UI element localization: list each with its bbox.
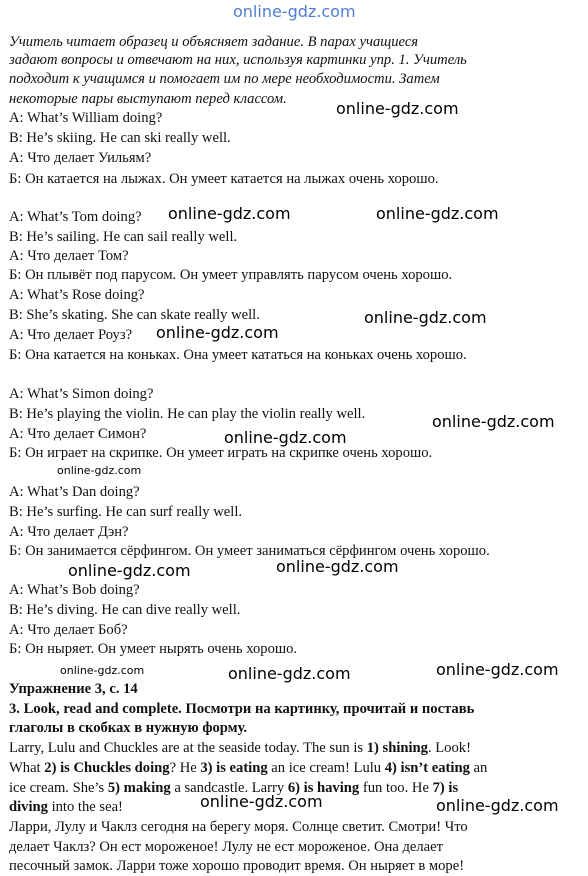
- dialogue-line: Б: Он играет на скрипке. Он умеет играть на скрипке очень хорошо.: [9, 445, 433, 461]
- dialogue-line: А: Что делает Том?: [9, 248, 129, 264]
- dialogue-line: Б: Он занимается сёрфингом. Он умеет заниматься сёрфингом очень хорошо.: [9, 543, 490, 559]
- dialogue-line: A: What’s Rose doing?: [9, 287, 145, 303]
- watermark: online-gdz.com: [68, 561, 191, 580]
- watermark: online-gdz.com: [276, 557, 399, 576]
- dialogue-line: A: What’s Dan doing?: [9, 484, 140, 500]
- dialogue-line: А: Что делает Дэн?: [9, 524, 129, 540]
- watermark: online-gdz.com: [156, 323, 279, 342]
- dialogue-line: B: She’s skating. She can skate really well.: [9, 307, 260, 323]
- watermark: online-gdz.com: [436, 660, 559, 679]
- dialogue-line: A: What’s Bob doing?: [9, 582, 140, 598]
- dialogue-line: A: What’s Tom doing?: [9, 209, 142, 225]
- dialogue-line: А: Что делает Симон?: [9, 426, 147, 442]
- dialogue-line: B: He’s diving. He can dive really well.: [9, 602, 241, 618]
- intro-line-2: задают вопросы и отвечают на них, используя картинки упр. 1. Учитель: [9, 52, 467, 68]
- dialogue-line: B: He’s skiing. He can ski really well.: [9, 130, 231, 146]
- dialogue-line: Б: Он катается на лыжах. Он умеет катается на лыжах очень хорошо.: [9, 171, 439, 187]
- watermark: online-gdz.com: [364, 308, 487, 327]
- answer-line-2: What 2) is Chuckles doing? He 3) is eating an ice cream! Lulu 4) isn’t eating an: [9, 760, 488, 776]
- translation-line-3: песочный замок. Ларри тоже хорошо проводит время. Он ныряет в море!: [9, 858, 465, 874]
- dialogue-line: A: What’s Simon doing?: [9, 386, 154, 402]
- intro-line-3: подходит к учащимся и помогает им по мере необходимости. Затем: [9, 71, 440, 87]
- watermark-small: online-gdz.com: [57, 464, 142, 477]
- dialogue-line: B: He’s sailing. He can sail really well.: [9, 229, 238, 245]
- answer-line-4: diving into the sea!: [9, 799, 123, 815]
- watermark: online-gdz.com: [432, 412, 555, 431]
- watermark: online-gdz.com: [200, 792, 323, 811]
- task-line-1: 3. Look, read and complete. Посмотри на картинку, прочитай и поставь: [9, 701, 475, 717]
- dialogue-line: B: He’s playing the violin. He can play the violin really well.: [9, 406, 366, 422]
- dialogue-line: B: He’s surfing. He can surf really well.: [9, 504, 243, 520]
- intro-line-4: некоторые пары выступают перед классом.: [9, 91, 287, 107]
- watermark: online-gdz.com: [224, 428, 347, 447]
- translation-line-1: Ларри, Лулу и Чаклз сегодня на берегу моря. Солнце светит. Смотри! Что: [9, 819, 468, 835]
- answer-line-3: ice cream. She’s 5) making a sandcastle. Larry 6) is having fun too. He 7) is: [9, 780, 459, 796]
- header-watermark: online-gdz.com: [233, 2, 356, 21]
- dialogue-line: А: Что делает Уильям?: [9, 150, 152, 166]
- translation-line-2: делает Чаклз? Он ест мороженое! Лулу не ест мороженое. Она делает: [9, 839, 444, 855]
- dialogue-line: Б: Она катается на коньках. Она умеет кататься на коньках очень хорошо.: [9, 347, 467, 363]
- task-line-2: глаголы в скобках в нужную форму.: [9, 720, 248, 736]
- dialogue-line: А: Что делает Роуз?: [9, 327, 133, 343]
- watermark-small: online-gdz.com: [60, 664, 145, 677]
- dialogue-line: A: What’s William doing?: [9, 110, 163, 126]
- answer-line-1: Larry, Lulu and Chuckles are at the seaside today. The sun is 1) shining. Look!: [9, 740, 471, 756]
- watermark: online-gdz.com: [228, 664, 351, 683]
- watermark: online-gdz.com: [336, 99, 459, 118]
- dialogue-line: Б: Он ныряет. Он умеет нырять очень хорошо.: [9, 641, 298, 657]
- dialogue-line: Б: Он плывёт под парусом. Он умеет управлять парусом очень хорошо.: [9, 267, 453, 283]
- watermark: online-gdz.com: [376, 204, 499, 223]
- dialogue-line: А: Что делает Боб?: [9, 622, 128, 638]
- watermark: online-gdz.com: [168, 204, 291, 223]
- exercise-title: Упражнение 3, с. 14: [9, 681, 138, 697]
- intro-line-1: Учитель читает образец и объясняет задание. В парах учащиеся: [9, 34, 419, 50]
- watermark: online-gdz.com: [436, 796, 559, 815]
